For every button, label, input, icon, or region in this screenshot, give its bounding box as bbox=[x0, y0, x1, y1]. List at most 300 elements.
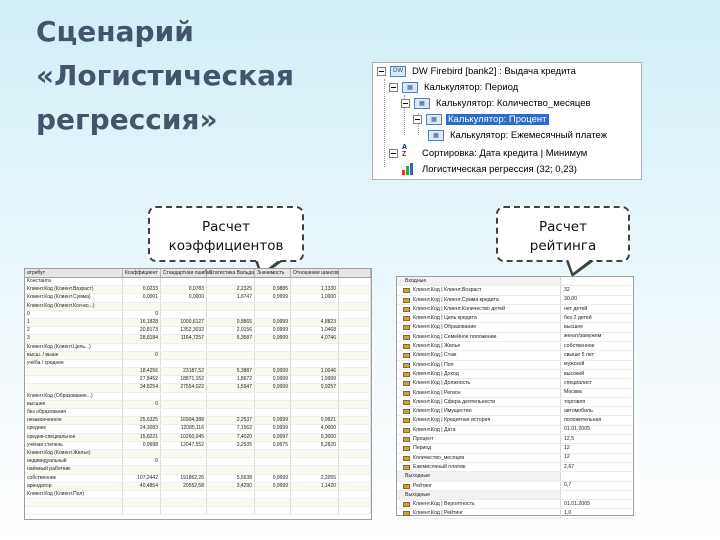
property-row[interactable] bbox=[397, 286, 633, 295]
grid-header-cell[interactable]: атрибут bbox=[25, 269, 123, 277]
regression-icon bbox=[402, 163, 416, 175]
property-value[interactable]: специалист bbox=[564, 379, 592, 386]
table-cell: высш. / выше bbox=[25, 352, 123, 359]
table-cell: 0 bbox=[123, 311, 161, 318]
table-cell bbox=[291, 491, 339, 498]
property-name bbox=[397, 370, 561, 378]
table-cell bbox=[339, 417, 371, 424]
property-row[interactable] bbox=[397, 435, 633, 444]
table-row[interactable] bbox=[25, 442, 371, 450]
grid-header-cell[interactable] bbox=[339, 269, 371, 277]
table-cell bbox=[339, 360, 371, 367]
grid-header-cell[interactable]: Значимость bbox=[255, 269, 291, 277]
table-cell bbox=[255, 409, 291, 416]
collapse-icon[interactable] bbox=[413, 115, 422, 124]
property-row[interactable] bbox=[397, 444, 633, 453]
table-cell bbox=[123, 303, 161, 310]
table-cell: 0,0233 bbox=[123, 286, 161, 293]
table-cell: 18871,152 bbox=[161, 376, 207, 383]
table-cell bbox=[207, 344, 255, 351]
property-value[interactable]: торговля bbox=[564, 398, 586, 405]
table-cell bbox=[123, 507, 161, 514]
property-name bbox=[397, 500, 561, 508]
table-cell bbox=[207, 507, 255, 514]
property-group[interactable] bbox=[397, 277, 633, 286]
table-row[interactable] bbox=[25, 450, 371, 458]
rating-properties bbox=[396, 276, 634, 516]
property-row[interactable] bbox=[397, 407, 633, 416]
table-cell: 5,3587 bbox=[207, 335, 255, 342]
table-cell bbox=[339, 335, 371, 342]
field-icon bbox=[403, 400, 410, 405]
table-cell: 0 bbox=[25, 311, 123, 318]
table-cell bbox=[25, 384, 123, 391]
table-cell bbox=[207, 401, 255, 408]
property-row[interactable] bbox=[397, 323, 633, 332]
table-cell bbox=[255, 499, 291, 506]
table-cell bbox=[161, 360, 207, 367]
table-cell: 10260,045 bbox=[161, 434, 207, 441]
table-cell bbox=[339, 327, 371, 334]
table-cell bbox=[255, 352, 291, 359]
field-icon bbox=[403, 298, 410, 303]
tree-node-percent[interactable] bbox=[413, 111, 549, 127]
tree-root[interactable] bbox=[377, 63, 578, 79]
table-cell bbox=[255, 393, 291, 400]
table-cell bbox=[339, 475, 371, 482]
table-cell: 0,9999 bbox=[255, 417, 291, 424]
property-row[interactable] bbox=[397, 333, 633, 342]
collapse-icon[interactable] bbox=[377, 67, 386, 76]
property-row[interactable] bbox=[397, 296, 633, 305]
table-row[interactable] bbox=[25, 335, 371, 343]
property-name bbox=[397, 398, 561, 406]
field-icon bbox=[403, 502, 410, 507]
property-name bbox=[397, 426, 561, 434]
table-cell bbox=[161, 409, 207, 416]
table-cell: 1,9999 bbox=[291, 376, 339, 383]
property-row[interactable] bbox=[397, 416, 633, 425]
table-cell: 27554,022 bbox=[161, 384, 207, 391]
table-cell: 1,1330 bbox=[291, 286, 339, 293]
property-row[interactable] bbox=[397, 482, 633, 491]
table-cell bbox=[161, 401, 207, 408]
table-cell bbox=[255, 458, 291, 465]
table-row[interactable] bbox=[25, 384, 371, 392]
field-icon bbox=[403, 381, 410, 386]
table-row[interactable] bbox=[25, 294, 371, 302]
table-cell: 28,8184 bbox=[123, 335, 161, 342]
tree-node-payment[interactable] bbox=[428, 127, 609, 143]
table-cell bbox=[339, 294, 371, 301]
field-icon bbox=[403, 391, 410, 396]
table-row[interactable] bbox=[25, 393, 371, 401]
property-name-text: Выходные bbox=[405, 491, 430, 498]
table-cell: 25,6325 bbox=[123, 417, 161, 424]
property-value[interactable]: мужской bbox=[564, 361, 585, 368]
table-cell bbox=[207, 499, 255, 506]
table-row[interactable] bbox=[25, 434, 371, 442]
table-cell bbox=[25, 499, 123, 506]
property-row[interactable] bbox=[397, 342, 633, 351]
property-value[interactable]: свыше 5 лет bbox=[564, 352, 595, 359]
table-row[interactable] bbox=[25, 344, 371, 352]
table-row[interactable] bbox=[25, 376, 371, 384]
tree-node-label: Сортировка: Дата кредита | Минимум bbox=[422, 147, 588, 159]
table-row[interactable] bbox=[25, 466, 371, 474]
property-name-text: Клиент.Код | Пол bbox=[413, 361, 454, 368]
table-cell: 5,2820 bbox=[291, 442, 339, 449]
table-cell bbox=[25, 368, 123, 375]
property-value[interactable]: 12 bbox=[564, 445, 570, 451]
table-row[interactable] bbox=[25, 278, 371, 286]
property-name bbox=[397, 416, 561, 424]
table-cell: средне-специальное bbox=[25, 434, 123, 441]
table-cell: учёная степень bbox=[25, 442, 123, 449]
property-row[interactable] bbox=[397, 398, 633, 407]
tree-node-sort[interactable] bbox=[389, 145, 589, 161]
property-name bbox=[397, 472, 561, 480]
table-cell: 2,2537 bbox=[207, 417, 255, 424]
field-icon bbox=[403, 363, 410, 368]
property-row[interactable] bbox=[397, 351, 633, 360]
table-cell bbox=[291, 401, 339, 408]
table-cell: незаконченное bbox=[25, 417, 123, 424]
table-cell: 12085,116 bbox=[161, 425, 207, 432]
table-cell bbox=[291, 409, 339, 416]
calculator-icon: ▦ bbox=[414, 98, 430, 109]
table-cell bbox=[255, 466, 291, 473]
tree-node-label: Калькулятор: Ежемесячный платеж bbox=[450, 129, 608, 141]
table-row[interactable] bbox=[25, 368, 371, 376]
property-value[interactable]: 0,7 bbox=[564, 482, 572, 489]
property-value[interactable]: автомобиль bbox=[564, 407, 593, 414]
field-icon bbox=[403, 456, 410, 461]
table-row[interactable] bbox=[25, 417, 371, 425]
grid-body bbox=[25, 278, 371, 515]
table-cell: 0 bbox=[123, 458, 161, 465]
table-cell: 34,8254 bbox=[123, 384, 161, 391]
field-icon bbox=[403, 325, 410, 330]
property-name-text: Выходные bbox=[405, 473, 430, 480]
table-cell bbox=[207, 303, 255, 310]
table-cell bbox=[207, 393, 255, 400]
tree-node-label: Калькулятор: Процент bbox=[448, 113, 547, 125]
table-cell bbox=[291, 278, 339, 285]
table-cell: Клиент.Код (Клиент.Цель...) bbox=[25, 344, 123, 351]
table-cell: 7,4020 bbox=[207, 434, 255, 441]
property-row[interactable] bbox=[397, 463, 633, 472]
table-cell bbox=[255, 450, 291, 457]
table-cell: 1,8672 bbox=[207, 376, 255, 383]
property-group[interactable] bbox=[397, 472, 633, 481]
property-row[interactable] bbox=[397, 305, 633, 314]
field-icon bbox=[403, 353, 410, 358]
property-name bbox=[397, 342, 561, 350]
property-value[interactable]: 30,00 bbox=[564, 296, 577, 303]
table-row[interactable] bbox=[25, 483, 371, 491]
property-row[interactable] bbox=[397, 389, 633, 398]
table-cell: 18,4256 bbox=[123, 368, 161, 375]
calculator-icon: ▦ bbox=[428, 130, 444, 141]
table-cell: 0,9999 bbox=[255, 483, 291, 490]
property-value[interactable]: 12,5 bbox=[564, 435, 575, 442]
table-row[interactable] bbox=[25, 507, 371, 515]
callout-line1: Расчет bbox=[202, 219, 250, 235]
table-cell bbox=[339, 384, 371, 391]
table-row[interactable] bbox=[25, 360, 371, 368]
grid-header bbox=[25, 269, 371, 278]
grid-header-cell[interactable]: Статистика Вальда bbox=[209, 270, 254, 276]
table-cell bbox=[207, 352, 255, 359]
field-icon bbox=[403, 511, 410, 516]
table-cell: 1,1420 bbox=[291, 483, 339, 490]
table-cell bbox=[161, 458, 207, 465]
table-row[interactable] bbox=[25, 409, 371, 417]
property-row[interactable] bbox=[397, 426, 633, 435]
table-cell bbox=[291, 344, 339, 351]
table-row[interactable] bbox=[25, 499, 371, 507]
property-name bbox=[397, 277, 561, 285]
property-row[interactable] bbox=[397, 370, 633, 379]
table-row[interactable] bbox=[25, 491, 371, 499]
table-cell bbox=[123, 360, 161, 367]
table-cell bbox=[339, 278, 371, 285]
property-name-text: Клиент.Код | Цель кредита bbox=[413, 315, 477, 322]
property-value[interactable]: 32 bbox=[564, 286, 570, 293]
collapse-icon[interactable] bbox=[401, 99, 410, 108]
table-cell: 2,0156 bbox=[207, 327, 255, 334]
property-value[interactable]: 01.01.2005 bbox=[564, 500, 590, 507]
property-name bbox=[397, 463, 561, 471]
property-value[interactable]: 01.01.2005 bbox=[564, 426, 590, 433]
table-cell bbox=[161, 466, 207, 473]
table-cell: 0,8865 bbox=[207, 319, 255, 326]
table-cell bbox=[207, 466, 255, 473]
property-name-text: Период bbox=[413, 445, 432, 452]
property-name-text: Количество_месяцев bbox=[413, 454, 465, 461]
property-row[interactable] bbox=[397, 314, 633, 323]
table-cell bbox=[255, 360, 291, 367]
table-row[interactable] bbox=[25, 425, 371, 433]
table-cell bbox=[255, 507, 291, 514]
collapse-icon[interactable] bbox=[389, 149, 398, 158]
property-name bbox=[397, 314, 561, 322]
table-cell bbox=[161, 344, 207, 351]
property-name bbox=[397, 444, 561, 452]
property-row[interactable] bbox=[397, 454, 633, 463]
tree-root-label: DW Firebird [bank2] : Выдача кредита bbox=[412, 65, 576, 77]
table-cell bbox=[339, 499, 371, 506]
table-cell: 3,2535 bbox=[207, 442, 255, 449]
table-cell: 24,3083 bbox=[123, 425, 161, 432]
table-cell: 191862,26 bbox=[161, 475, 207, 482]
table-cell: 0,9999 bbox=[255, 327, 291, 334]
tree-node-period[interactable] bbox=[389, 79, 520, 95]
table-cell bbox=[339, 442, 371, 449]
property-name-text: Клиент.Код | Должность bbox=[413, 380, 471, 387]
scenario-tree bbox=[372, 62, 642, 180]
property-name-text: Клиент.Код | Вероятность bbox=[413, 501, 475, 508]
table-cell: 4,8823 bbox=[291, 319, 339, 326]
table-cell bbox=[207, 458, 255, 465]
table-cell bbox=[207, 450, 255, 457]
property-value[interactable]: Москва bbox=[564, 389, 582, 396]
calculator-icon: ▦ bbox=[426, 114, 442, 125]
grid-header-cell[interactable]: Коэффициент bbox=[123, 269, 161, 277]
callout-rating bbox=[496, 206, 630, 262]
property-name-text: Клиент.Код | Клиент.Возраст bbox=[413, 287, 482, 294]
tree-node-label: Калькулятор: Количество_месяцев bbox=[436, 97, 591, 109]
table-cell: 40,4854 bbox=[123, 483, 161, 490]
table-cell: собственник bbox=[25, 475, 123, 482]
table-row[interactable] bbox=[25, 475, 371, 483]
property-value[interactable]: женат/замужем bbox=[564, 333, 602, 340]
table-cell: 4,0000 bbox=[291, 425, 339, 432]
table-cell: 1,0046 bbox=[291, 368, 339, 375]
table-cell: 1164,7257 bbox=[161, 335, 207, 342]
table-cell bbox=[291, 450, 339, 457]
table-cell: Клиент.Код (Клиент.Возраст) bbox=[25, 286, 123, 293]
property-row[interactable] bbox=[397, 509, 633, 518]
callout-coefficients bbox=[148, 206, 304, 262]
grid-header-cell[interactable]: Стандартная ошибка bbox=[163, 270, 213, 276]
table-cell bbox=[123, 393, 161, 400]
table-cell bbox=[339, 483, 371, 490]
property-value[interactable]: высокий bbox=[564, 370, 585, 377]
table-cell: без образования bbox=[25, 409, 123, 416]
property-name-text: Процент bbox=[413, 436, 434, 443]
property-name-text: Клиент.Код | Образование bbox=[413, 324, 477, 331]
property-name-text: Клиент.Код | Регион bbox=[413, 389, 461, 396]
table-cell: 2,2325 bbox=[207, 286, 255, 293]
table-cell bbox=[255, 344, 291, 351]
property-name bbox=[397, 333, 561, 341]
table-cell bbox=[291, 458, 339, 465]
field-icon bbox=[403, 335, 410, 340]
property-name-text: Клиент.Код | Стаж bbox=[413, 352, 457, 359]
table-row[interactable] bbox=[25, 319, 371, 327]
table-cell: 1352,3032 bbox=[161, 327, 207, 334]
field-icon bbox=[403, 428, 410, 433]
property-value[interactable]: собственное bbox=[564, 342, 595, 349]
table-cell: 1,0468 bbox=[291, 327, 339, 334]
table-cell: 1 bbox=[25, 319, 123, 326]
table-cell: Клиент.Код (Клиент.Кол-во...) bbox=[25, 303, 123, 310]
database-icon: DW bbox=[390, 66, 406, 77]
property-value[interactable]: нет детей bbox=[564, 305, 588, 312]
table-cell: 1,5947 bbox=[207, 384, 255, 391]
table-cell: 0,9999 bbox=[255, 425, 291, 432]
table-cell: высшее bbox=[25, 401, 123, 408]
property-row[interactable] bbox=[397, 361, 633, 370]
property-name-text: Клиент.Код | Кредитная история bbox=[413, 417, 491, 424]
table-cell bbox=[339, 303, 371, 310]
slide-title-line2: регрессия» bbox=[36, 103, 218, 136]
table-cell: 0,9921 bbox=[291, 417, 339, 424]
table-cell: 3,4290 bbox=[207, 483, 255, 490]
property-value[interactable]: 2,67 bbox=[564, 463, 575, 470]
property-group[interactable] bbox=[397, 491, 633, 500]
table-cell bbox=[339, 352, 371, 359]
table-cell bbox=[291, 352, 339, 359]
collapse-icon[interactable] bbox=[389, 83, 398, 92]
property-value[interactable]: без 2 детей bbox=[564, 314, 592, 321]
tree-node-months[interactable] bbox=[401, 95, 593, 111]
coefficients-grid bbox=[24, 268, 372, 520]
slide-title-line1: Сценарий «Логистическая bbox=[36, 15, 294, 92]
table-cell: 107,2442 bbox=[123, 475, 161, 482]
tree-node-regression[interactable] bbox=[402, 161, 579, 177]
table-cell bbox=[123, 409, 161, 416]
field-icon bbox=[403, 316, 410, 321]
table-cell bbox=[255, 311, 291, 318]
table-cell: 0 bbox=[123, 352, 161, 359]
table-row[interactable] bbox=[25, 352, 371, 360]
table-cell bbox=[207, 491, 255, 498]
table-cell: 0,9999 bbox=[255, 319, 291, 326]
table-cell: 4,0746 bbox=[291, 335, 339, 342]
table-cell bbox=[207, 278, 255, 285]
table-cell: 0,9998 bbox=[123, 442, 161, 449]
table-row[interactable] bbox=[25, 303, 371, 311]
property-name-text: Клиент.Код | Доход bbox=[413, 370, 459, 377]
calculator-icon: ▦ bbox=[402, 82, 418, 93]
field-icon bbox=[403, 307, 410, 312]
table-cell: 20552,58 bbox=[161, 483, 207, 490]
table-cell bbox=[123, 491, 161, 498]
table-cell: 27,8452 bbox=[123, 376, 161, 383]
table-cell: наёмный работник bbox=[25, 466, 123, 473]
property-row[interactable] bbox=[397, 500, 633, 509]
property-value[interactable]: 12 bbox=[564, 454, 570, 461]
table-row[interactable] bbox=[25, 286, 371, 294]
table-cell: 20,8173 bbox=[123, 327, 161, 334]
table-cell bbox=[161, 491, 207, 498]
property-value[interactable]: положительная bbox=[564, 417, 602, 424]
table-cell bbox=[161, 507, 207, 514]
table-row[interactable] bbox=[25, 311, 371, 319]
field-icon bbox=[403, 288, 410, 293]
property-name bbox=[397, 361, 561, 369]
grid-header-cell[interactable]: Отношение шансов bbox=[293, 270, 339, 276]
field-icon bbox=[403, 344, 410, 349]
field-icon bbox=[403, 484, 410, 489]
table-row[interactable] bbox=[25, 458, 371, 466]
table-cell bbox=[339, 434, 371, 441]
table-cell: 0,9999 bbox=[255, 335, 291, 342]
property-value[interactable]: высшее bbox=[564, 324, 584, 331]
property-name bbox=[397, 389, 561, 397]
property-row[interactable] bbox=[397, 379, 633, 388]
table-cell bbox=[339, 286, 371, 293]
table-cell: Константа bbox=[25, 278, 123, 285]
table-row[interactable] bbox=[25, 327, 371, 335]
table-cell: 1000,6127 bbox=[161, 319, 207, 326]
property-name-text: Рейтинг bbox=[413, 482, 433, 489]
property-name bbox=[397, 351, 561, 359]
table-cell bbox=[255, 278, 291, 285]
property-name-text: Клиент.Код | Клиент.Количество детей bbox=[413, 305, 506, 312]
property-value[interactable]: 1,0 bbox=[564, 510, 572, 517]
table-cell: учёба / среднее bbox=[25, 360, 123, 367]
properties-body bbox=[397, 277, 633, 519]
table-cell: 15,8221 bbox=[123, 434, 161, 441]
table-cell bbox=[339, 425, 371, 432]
table-row[interactable] bbox=[25, 401, 371, 409]
table-cell: 2,2055 bbox=[291, 475, 339, 482]
table-cell bbox=[291, 303, 339, 310]
